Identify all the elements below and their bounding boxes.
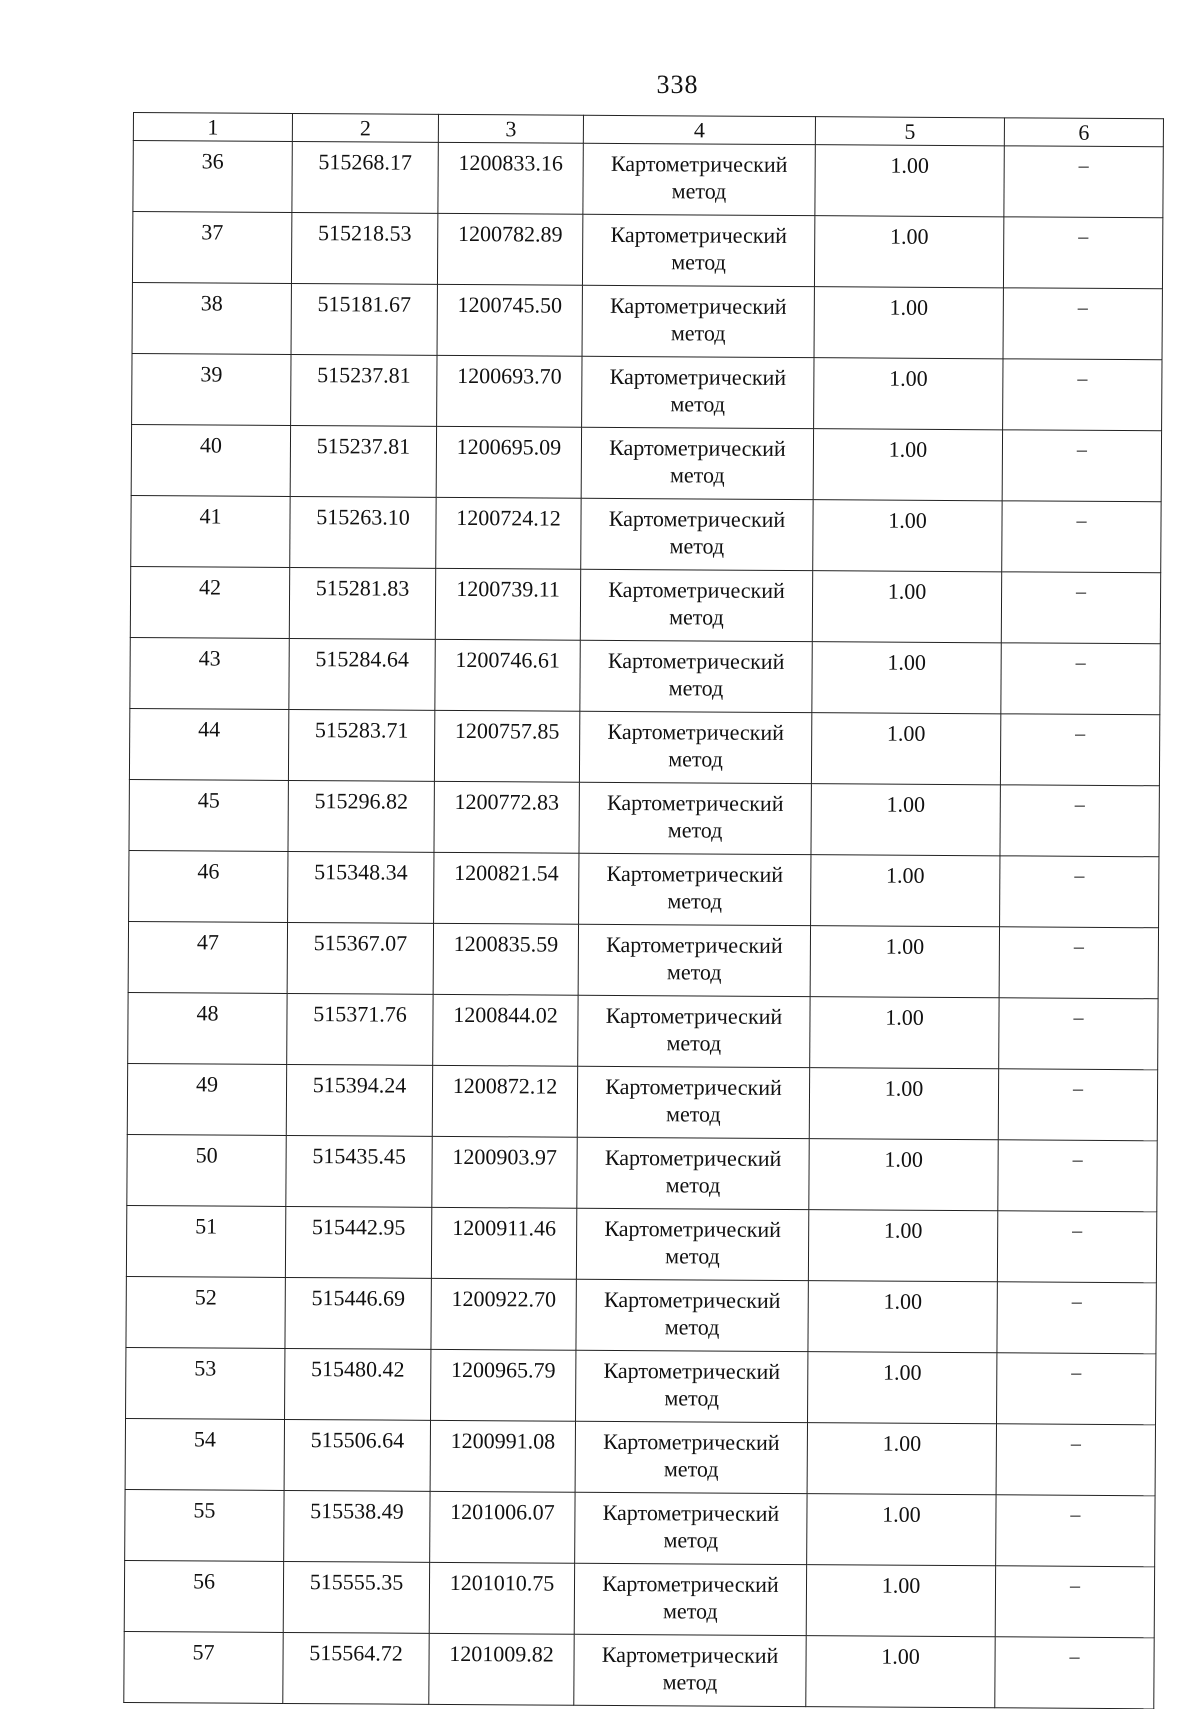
- coord-y-cell: 1200965.79: [431, 1349, 576, 1421]
- accuracy-cell: 1.00: [809, 1139, 998, 1211]
- method-cell: Картометрический метод: [574, 1563, 806, 1635]
- description-cell: –: [1000, 856, 1159, 928]
- coord-x-cell: 515218.53: [291, 212, 437, 284]
- method-cell: Картометрический метод: [576, 1350, 808, 1422]
- coord-y-cell: 1200835.59: [433, 923, 578, 995]
- point-number-cell: 54: [125, 1418, 284, 1490]
- coord-y-cell: 1200695.09: [436, 426, 581, 498]
- coord-x-cell: 515435.45: [286, 1135, 432, 1207]
- point-number-cell: 51: [126, 1205, 285, 1277]
- description-cell: –: [1003, 359, 1162, 431]
- table-row: [124, 1631, 1154, 1708]
- table-row: [131, 424, 1161, 501]
- coord-y-cell: 1200991.08: [430, 1420, 575, 1492]
- description-cell: –: [995, 1637, 1154, 1709]
- point-number-cell: 37: [132, 212, 291, 284]
- coord-x-cell: 515371.76: [287, 993, 433, 1065]
- table-row: [133, 141, 1163, 218]
- method-cell: Картометрический метод: [576, 1279, 808, 1351]
- description-cell: –: [1002, 430, 1161, 502]
- accuracy-cell: 1.00: [811, 713, 1000, 785]
- description-cell: –: [1003, 217, 1162, 289]
- coord-x-cell: 515181.67: [291, 283, 437, 355]
- coord-y-cell: 1200782.89: [437, 213, 582, 285]
- description-cell: –: [1003, 288, 1162, 360]
- table-row: [132, 353, 1162, 430]
- table-row: [125, 1489, 1155, 1566]
- coord-x-cell: 515555.35: [283, 1561, 429, 1633]
- coord-x-cell: 515237.81: [291, 354, 437, 426]
- accuracy-cell: 1.00: [815, 145, 1004, 217]
- point-number-cell: 42: [130, 566, 289, 638]
- header-cell-4: 4: [583, 115, 815, 144]
- coord-y-cell: 1201009.82: [429, 1633, 574, 1705]
- coord-x-cell: 515538.49: [284, 1490, 430, 1562]
- accuracy-cell: 1.00: [812, 642, 1001, 714]
- table-row: [132, 282, 1162, 359]
- coord-y-cell: 1200844.02: [433, 994, 578, 1066]
- table-row: [129, 779, 1159, 856]
- table-row: [129, 708, 1159, 785]
- table-row: [127, 1134, 1157, 1211]
- coord-y-cell: 1200693.70: [437, 355, 582, 427]
- method-cell: Картометрический метод: [578, 924, 810, 996]
- coord-y-cell: 1200739.11: [435, 568, 580, 640]
- coord-x-cell: 515480.42: [285, 1348, 431, 1420]
- coord-y-cell: 1200833.16: [438, 142, 583, 214]
- description-cell: –: [1001, 572, 1160, 644]
- table-row: [126, 1347, 1156, 1424]
- method-cell: Картометрический метод: [583, 143, 815, 215]
- header-cell-2: 2: [292, 113, 438, 142]
- description-cell: –: [996, 1495, 1155, 1567]
- accuracy-cell: 1.00: [814, 287, 1003, 359]
- coord-x-cell: 515263.10: [290, 496, 436, 568]
- accuracy-cell: 1.00: [811, 855, 1000, 927]
- page-number: 338: [656, 70, 699, 99]
- description-cell: –: [998, 1140, 1157, 1212]
- method-cell: Картометрический метод: [582, 356, 814, 428]
- table-body: [124, 141, 1164, 1709]
- description-cell: –: [999, 998, 1158, 1070]
- table-row: [125, 1418, 1155, 1495]
- coord-x-cell: 515296.82: [288, 780, 434, 852]
- coord-x-cell: 515367.07: [287, 922, 433, 994]
- coordinates-sheet: [123, 112, 1163, 1709]
- coord-y-cell: 1200821.54: [434, 852, 579, 924]
- point-number-cell: 38: [132, 282, 291, 354]
- method-cell: Картометрический метод: [580, 640, 812, 712]
- accuracy-cell: 1.00: [813, 429, 1002, 501]
- accuracy-cell: 1.00: [812, 571, 1001, 643]
- description-cell: –: [996, 1424, 1155, 1496]
- coord-y-cell: 1200772.83: [434, 781, 579, 853]
- accuracy-cell: 1.00: [806, 1636, 995, 1708]
- table-row: [124, 1560, 1154, 1637]
- method-cell: Картометрический метод: [581, 498, 813, 570]
- table-row: [128, 992, 1158, 1069]
- coord-x-cell: 515237.81: [290, 425, 436, 497]
- coord-x-cell: 515394.24: [286, 1064, 432, 1136]
- table-row: [132, 212, 1162, 289]
- coord-x-cell: 515268.17: [292, 141, 438, 213]
- table-row: [131, 495, 1161, 572]
- description-cell: –: [997, 1211, 1156, 1283]
- point-number-cell: 44: [129, 708, 288, 780]
- coord-y-cell: 1200911.46: [431, 1207, 576, 1279]
- point-number-cell: 43: [130, 637, 289, 709]
- point-number-cell: 41: [131, 495, 290, 567]
- coord-x-cell: 515283.71: [288, 709, 434, 781]
- header-cell-1: 1: [133, 113, 292, 142]
- table-row: [127, 1063, 1157, 1140]
- point-number-cell: 48: [128, 992, 287, 1064]
- accuracy-cell: 1.00: [814, 358, 1003, 430]
- point-number-cell: 50: [127, 1134, 286, 1206]
- point-number-cell: 39: [132, 353, 291, 425]
- accuracy-cell: 1.00: [806, 1565, 995, 1637]
- method-cell: Картометрический метод: [579, 782, 811, 854]
- point-number-cell: 47: [128, 921, 287, 993]
- description-cell: –: [1004, 146, 1163, 218]
- coord-x-cell: 515442.95: [285, 1206, 431, 1278]
- accuracy-cell: 1.00: [808, 1210, 997, 1282]
- coordinates-table: [123, 112, 1164, 1709]
- accuracy-cell: 1.00: [814, 216, 1003, 288]
- description-cell: –: [997, 1282, 1156, 1354]
- method-cell: Картометрический метод: [578, 995, 810, 1067]
- method-cell: Картометрический метод: [574, 1634, 806, 1706]
- table-row: [129, 850, 1159, 927]
- coord-x-cell: 515506.64: [284, 1419, 430, 1491]
- method-cell: Картометрический метод: [577, 1066, 809, 1138]
- description-cell: –: [1000, 714, 1159, 786]
- coord-y-cell: 1201006.07: [430, 1491, 575, 1563]
- coord-y-cell: 1200922.70: [431, 1278, 576, 1350]
- accuracy-cell: 1.00: [809, 1068, 998, 1140]
- method-cell: Картометрический метод: [575, 1421, 807, 1493]
- coord-x-cell: 515348.34: [288, 851, 434, 923]
- point-number-cell: 53: [126, 1347, 285, 1419]
- description-cell: –: [999, 927, 1158, 999]
- coord-y-cell: 1200745.50: [437, 284, 582, 356]
- coord-y-cell: 1200724.12: [436, 497, 581, 569]
- accuracy-cell: 1.00: [807, 1423, 996, 1495]
- table-row: [130, 566, 1160, 643]
- description-cell: –: [1001, 643, 1160, 715]
- method-cell: Картометрический метод: [581, 427, 813, 499]
- accuracy-cell: 1.00: [807, 1494, 996, 1566]
- description-cell: –: [998, 1069, 1157, 1141]
- coord-x-cell: 515284.64: [289, 638, 435, 710]
- header-cell-6: 6: [1004, 118, 1163, 147]
- point-number-cell: 40: [131, 424, 290, 496]
- method-cell: Картометрический метод: [575, 1492, 807, 1564]
- coord-y-cell: 1200903.97: [432, 1136, 577, 1208]
- point-number-cell: 55: [125, 1489, 284, 1561]
- coord-y-cell: 1200746.61: [435, 639, 580, 711]
- point-number-cell: 49: [127, 1063, 286, 1135]
- accuracy-cell: 1.00: [810, 997, 999, 1069]
- method-cell: Картометрический метод: [579, 711, 811, 783]
- coord-x-cell: 515564.72: [283, 1632, 429, 1704]
- accuracy-cell: 1.00: [811, 784, 1000, 856]
- point-number-cell: 36: [133, 141, 292, 213]
- method-cell: Картометрический метод: [579, 853, 811, 925]
- method-cell: Картометрический метод: [582, 285, 814, 357]
- description-cell: –: [1000, 785, 1159, 857]
- coord-y-cell: 1200757.85: [434, 710, 579, 782]
- method-cell: Картометрический метод: [577, 1137, 809, 1209]
- point-number-cell: 56: [124, 1560, 283, 1632]
- table-row: [126, 1276, 1156, 1353]
- header-cell-3: 3: [438, 114, 583, 143]
- point-number-cell: 45: [129, 779, 288, 851]
- point-number-cell: 46: [129, 850, 288, 922]
- coord-x-cell: 515446.69: [285, 1277, 431, 1349]
- point-number-cell: 57: [124, 1631, 283, 1703]
- description-cell: –: [995, 1566, 1154, 1638]
- description-cell: –: [997, 1353, 1156, 1425]
- description-cell: –: [1002, 501, 1161, 573]
- header-cell-5: 5: [815, 117, 1004, 146]
- accuracy-cell: 1.00: [813, 500, 1002, 572]
- table-row: [130, 637, 1160, 714]
- coord-y-cell: 1201010.75: [429, 1562, 574, 1634]
- table-row: [126, 1205, 1156, 1282]
- table-row: [128, 921, 1158, 998]
- accuracy-cell: 1.00: [808, 1281, 997, 1353]
- coord-x-cell: 515281.83: [289, 567, 435, 639]
- coord-y-cell: 1200872.12: [432, 1065, 577, 1137]
- point-number-cell: 52: [126, 1276, 285, 1348]
- method-cell: Картометрический метод: [580, 569, 812, 641]
- method-cell: Картометрический метод: [576, 1208, 808, 1280]
- method-cell: Картометрический метод: [582, 214, 814, 286]
- accuracy-cell: 1.00: [810, 926, 999, 998]
- accuracy-cell: 1.00: [808, 1352, 997, 1424]
